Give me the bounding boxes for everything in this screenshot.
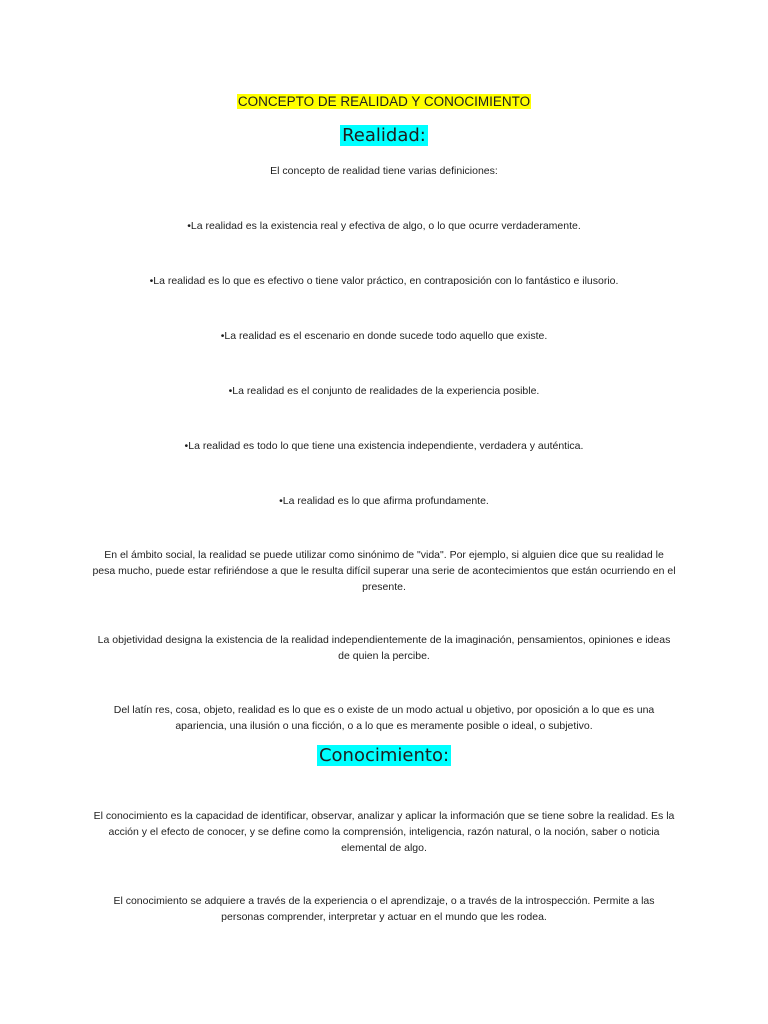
realidad-heading <box>0 124 768 148</box>
realidad-paragraph-objetividad: La objetividad designa la existencia de la realidad independientemente de la imaginación, pensamientos, opiniones e ideas de quien la percibe. <box>97 634 671 662</box>
realidad-intro: El concepto de realidad tiene varias definiciones: <box>270 165 498 177</box>
document-title <box>0 94 768 110</box>
realidad-definition-4: •La realidad es el conjunto de realidades de la experiencia posible. <box>228 385 540 397</box>
realidad-definition-1: •La realidad es la existencia real y efectiva de algo, o lo que ocurre verdaderamente. <box>187 220 581 232</box>
conocimiento-heading <box>0 744 768 768</box>
realidad-definition-6: •La realidad es lo que afirma profundamente. <box>279 495 489 507</box>
realidad-paragraph-social: En el ámbito social, la realidad se puede utilizar como sinónimo de "vida". Por ejemplo, si alguien dice que su realidad le pesa mucho, puede estar refiriéndose a que le resulta difícil superar una serie de acontecimientos que están ocurriendo en el presente. <box>92 549 676 593</box>
realidad-definition-5: •La realidad es todo lo que tiene una existencia independiente, verdadera y auténtica. <box>184 440 584 452</box>
realidad-definition-2: •La realidad es lo que es efectivo o tiene valor práctico, en contraposición con lo fantástico e ilusorio. <box>149 275 619 287</box>
conocimiento-paragraph-2: El conocimiento se adquiere a través de la experiencia o el aprendizaje, o a través de la introspección. Permite a las personas comprender, interpretar y actuar en el mundo que les rodea. <box>113 895 655 923</box>
realidad-definition-3: •La realidad es el escenario en donde sucede todo aquello que existe. <box>220 330 548 342</box>
realidad-paragraph-latin: Del latín res, cosa, objeto, realidad es lo que es o existe de un modo actual u objetivo, por oposición a lo que es una apariencia, una ilusión o una ficción, o a lo que es meramente posible o ideal, o subjetivo. <box>113 704 655 732</box>
document-title-text: CONCEPTO DE REALIDAD Y CONOCIMIENTO <box>237 94 531 109</box>
conocimiento-paragraph-1: El conocimiento es la capacidad de identificar, observar, analizar y aplicar la información que se tiene sobre la realidad. Es la acción y el efecto de conocer, y se define como la comprensión, inteligencia, razón natural, o la noción, saber o noticia elemental de algo. <box>93 810 675 854</box>
realidad-heading-text: Realidad: <box>342 125 426 146</box>
conocimiento-heading-text: Conocimiento: <box>318 745 450 766</box>
